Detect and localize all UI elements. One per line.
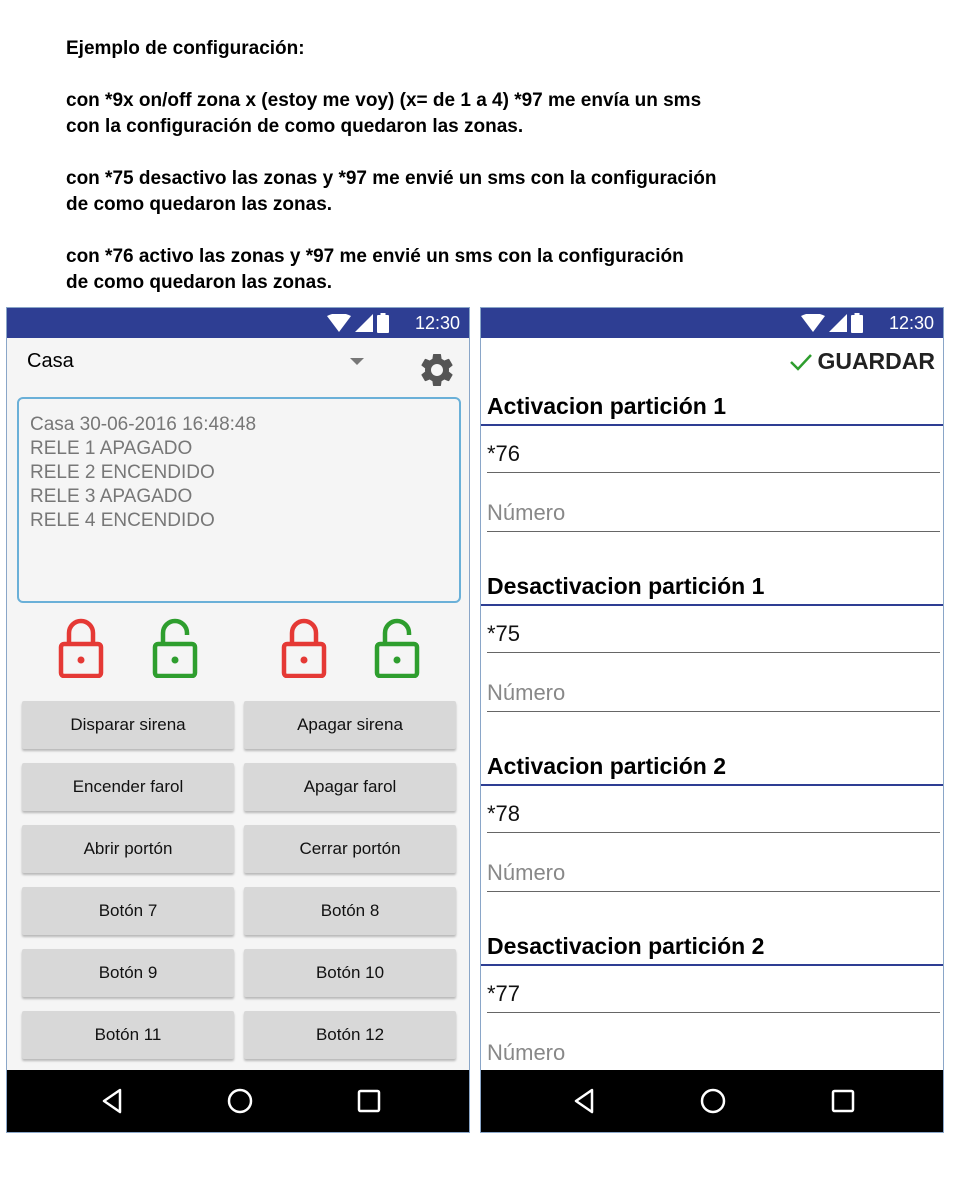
- back-icon[interactable]: [98, 1086, 128, 1116]
- number-input[interactable]: Número: [487, 856, 940, 892]
- status-time: 12:30: [888, 313, 934, 333]
- intro-paragraph-2: con *75 desactivo las zonas y *97 me envié un sms con la configuración de como quedaron las zonas.: [66, 168, 717, 215]
- apagar-sirena-button[interactable]: Apagar sirena: [244, 701, 456, 749]
- section-divider: [481, 784, 943, 786]
- lock-closed-icon[interactable]: [281, 618, 327, 678]
- sms-status-textbox[interactable]: [17, 397, 461, 603]
- recents-icon[interactable]: [354, 1086, 384, 1116]
- navigation-bar: [7, 1070, 469, 1132]
- code-input[interactable]: *75: [487, 617, 940, 653]
- phone-screen-control: [6, 307, 470, 1133]
- battery-icon: [851, 313, 863, 333]
- home-icon[interactable]: [698, 1086, 728, 1116]
- save-button[interactable]: [789, 348, 935, 375]
- boton-7-button[interactable]: Botón 7: [22, 887, 234, 935]
- wifi-icon: [801, 314, 825, 332]
- intro-text: [66, 36, 866, 322]
- section-divider: [481, 964, 943, 966]
- dropdown-arrow-icon[interactable]: [350, 358, 364, 365]
- status-line: RELE 4 ENCENDIDO: [30, 510, 215, 531]
- lock-open-icon[interactable]: [152, 618, 198, 678]
- disparar-sirena-button[interactable]: Disparar sirena: [22, 701, 234, 749]
- home-icon[interactable]: [225, 1086, 255, 1116]
- boton-12-button[interactable]: Botón 12: [244, 1011, 456, 1059]
- navigation-bar: [481, 1070, 943, 1132]
- boton-9-button[interactable]: Botón 9: [22, 949, 234, 997]
- status-line: RELE 2 ENCENDIDO: [30, 462, 215, 483]
- back-icon[interactable]: [570, 1086, 600, 1116]
- boton-11-button[interactable]: Botón 11: [22, 1011, 234, 1059]
- section-title: Desactivacion partición 2: [487, 933, 765, 959]
- number-input[interactable]: Número: [487, 1040, 566, 1065]
- recents-icon[interactable]: [828, 1086, 858, 1116]
- save-label: GUARDAR: [817, 348, 935, 374]
- lock-open-icon[interactable]: [374, 618, 420, 678]
- section-divider: [481, 424, 943, 426]
- code-input[interactable]: *76: [487, 437, 940, 473]
- lock-closed-icon[interactable]: [58, 618, 104, 678]
- boton-8-button[interactable]: Botón 8: [244, 887, 456, 935]
- status-line: Casa 30-06-2016 16:48:48: [30, 414, 257, 435]
- cell-signal-icon: [829, 314, 847, 332]
- section-title: Activacion partición 2: [487, 753, 727, 779]
- abrir-porton-button[interactable]: Abrir portón: [22, 825, 234, 873]
- number-input[interactable]: Número: [487, 496, 940, 532]
- battery-icon: [377, 313, 389, 333]
- code-input[interactable]: *77: [487, 977, 940, 1013]
- gear-icon[interactable]: [417, 350, 457, 390]
- cell-signal-icon: [355, 314, 373, 332]
- status-line: RELE 1 APAGADO: [30, 438, 193, 459]
- section-divider: [481, 604, 943, 606]
- config-form: [481, 386, 943, 1070]
- wifi-icon: [327, 314, 351, 332]
- boton-10-button[interactable]: Botón 10: [244, 949, 456, 997]
- number-input[interactable]: Número: [487, 676, 940, 712]
- status-line: RELE 3 APAGADO: [30, 486, 193, 507]
- check-icon: [789, 352, 813, 372]
- status-time: 12:30: [414, 313, 460, 333]
- apagar-farol-button[interactable]: Apagar farol: [244, 763, 456, 811]
- intro-title: Ejemplo de configuración:: [66, 38, 305, 59]
- status-bar: [481, 308, 943, 338]
- status-bar: [7, 308, 469, 338]
- encender-farol-button[interactable]: Encender farol: [22, 763, 234, 811]
- cerrar-porton-button[interactable]: Cerrar portón: [244, 825, 456, 873]
- intro-paragraph-1: con *9x on/off zona x (estoy me voy) (x= de 1 a 4) *97 me envía un sms con la configuración de como quedaron las zonas.: [66, 90, 702, 137]
- section-title: Desactivacion partición 1: [487, 573, 765, 599]
- location-spinner[interactable]: Casa: [27, 350, 74, 372]
- intro-paragraph-3: con *76 activo las zonas y *97 me envié un sms con la configuración de como quedaron las zonas.: [66, 246, 684, 293]
- phone-screen-config: [480, 307, 944, 1133]
- section-title: Activacion partición 1: [487, 393, 727, 419]
- code-input[interactable]: *78: [487, 797, 940, 833]
